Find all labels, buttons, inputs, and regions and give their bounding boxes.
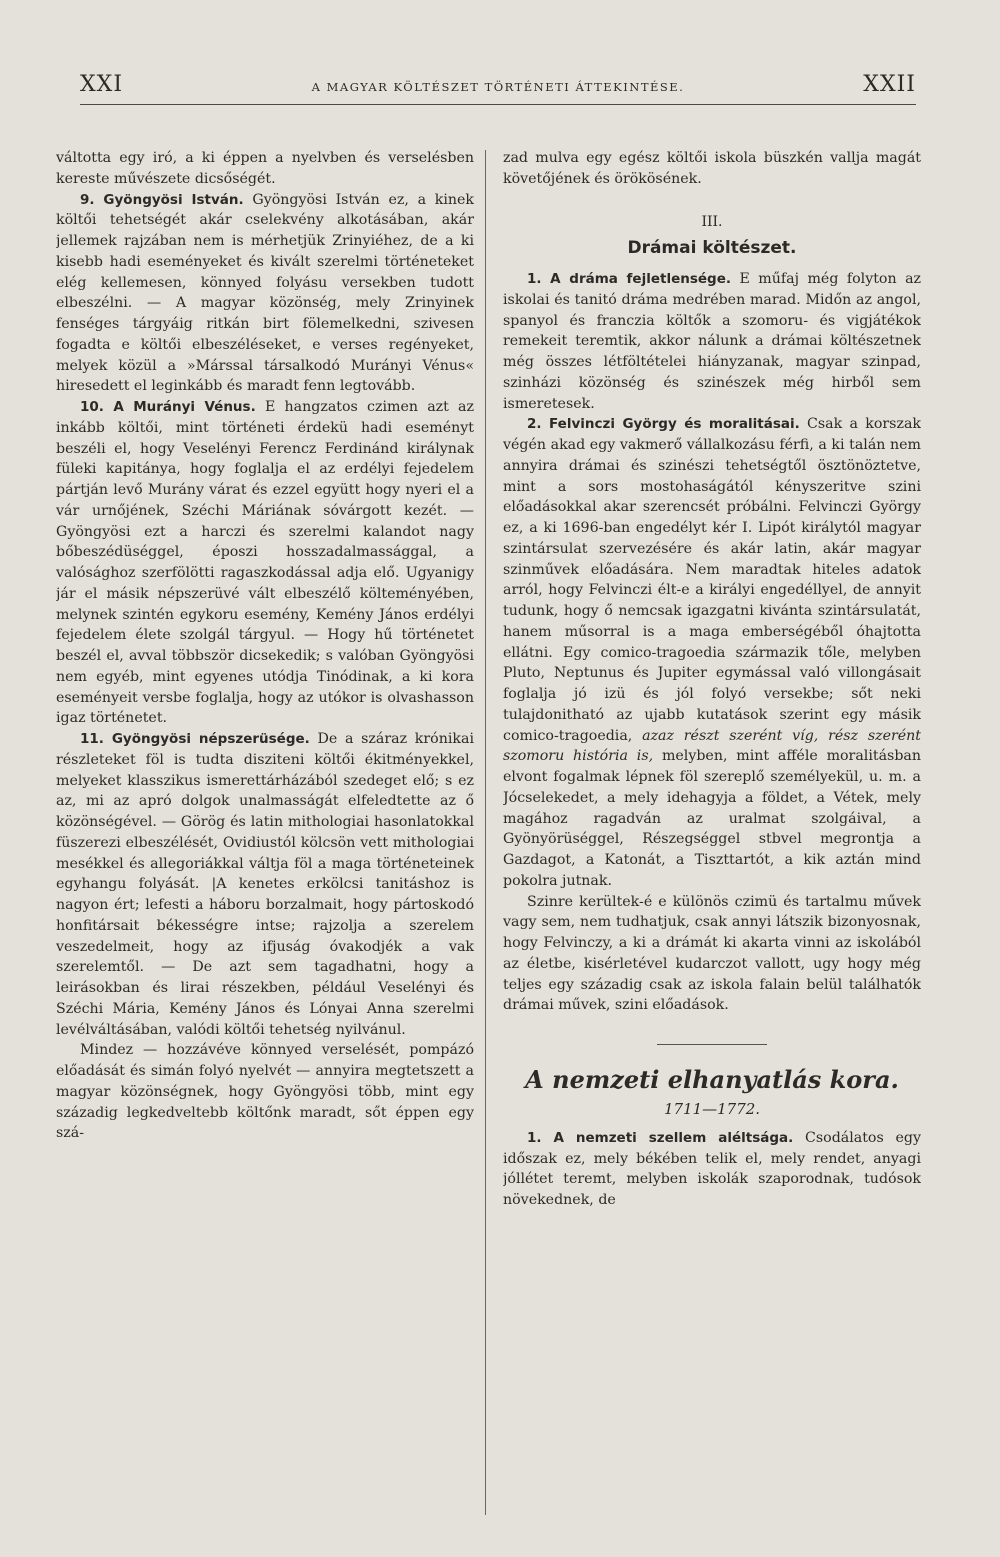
era-dates: 1711—1772. [663,1100,761,1118]
section-heading: 1. A dráma fejletlensége. [527,271,731,287]
section-heading: 11. Gyöngyösi népszerüsége. [80,731,310,747]
header-rule [80,104,916,105]
section-text-end: melyben, mint afféle moralitásban elvont fogalmak lépnek föl szereplő személyekül, u. m. a Jócselekedet, a mely idehagyja a földet, a Vétek, mely magához ragadván az uralmat szolgáival, a Gyönyörüséggel, Részegséggel stbvel megrontja a Gazdagot, a Katonát, a Tiszttartót, a kik aztán mind pokolra jutnak. [503,748,921,889]
section-era-1 [503,1128,921,1211]
section-heading: 9. Gyöngyösi István. [80,191,244,208]
section-2 [503,414,921,891]
section-heading: 10. A Murányi Vénus. [80,399,256,415]
section-11 [56,729,474,1040]
section-9 [56,190,474,398]
section-heading: 2. Felvinczi György és moralitásai. [527,416,800,433]
section-text: Csak a korszak végén akad egy vakmerő vállalkozásu férfi, a ki talán nem annyira drámai és szinészi tehetségtől ösztönöztetve, mint a sors mostohaságától kényszeritve szini előadásokkal akar szerencsét próbálni. Felvinczi György ez, a ki 1696-ban engedélyt kér I. Lipót királytól magyar szintársulat szervezésére és akár latin, akár magyar szinművek előadására. Nem maradtak hiteles adatok arról, hogy Felvinczi élt-e a királyi engedéllyel, de annyit tudunk, hogy ő nemcsak igazgatni kivánta szintársulatát, hanem műsorral is a maga emberségéből óhajtotta ellátni. Egy comico-tragoedia származik tőle, melyben Pluto, Neptunus és Jupiter egymással való villongásait foglalja jó izü és jól folyó versekbe; sőt neki tulajdonitható az ujabb kutatások szerint egy másik comico-tragoedia, [503,416,921,744]
page-header [80,72,916,102]
page-number-left: XXI [80,72,124,97]
chapter-title: Drámai költészet. [627,238,797,259]
section-separator [657,1044,767,1045]
right-column [503,148,921,1528]
paragraph-szinre: Szinre kerültek-é e különös czimü és tartalmu művek vagy sem, nem tudhatjuk, csak annyi látszik bizonyosnak, hogy Felvinczy, a ki a drámát ki akarta vinni az iskolából az életbe, kisérletével kudarczot vallott, ugy hogy még teljes egy századig csak az iskola falain belül találhatók drámai művek, szini előadások. [503,893,921,1014]
section-text: Csodálatos egy időszak ez, mely békében telik el, mely rendet, anyagi jóllétet teremt, melyben iskolák szaporodnak, tudósok növekednek, de [503,1129,921,1208]
italic-quote: azaz részt szerént víg, rész szerént szomoru história is, [503,727,921,765]
section-text: De a száraz krónikai részleteket föl is tudta disziteni költői ékitményekkel, melyeket klasszikus ismerettárházából szedeget elő; s ez az, mi az apró dolgok unalmasságát elfeledtette az ő közönségével. — Görög és latin mithologiai hasonlatokkal füszerezi elbeszélését, Ovidiustól kölcsön vett mithologiai mesékkel és allegoriákkal váltja föl a maga történeteinek egyhangu folyását. |A kenetes erkölcsi tanitáshoz is nagyon ért; lefesti a háboru borzalmait, hogy pártoskodó honfitársait békességre intse; rajzolja a szerelem veszedelmeit, hogy az ifjuság óvakodjék a vak szerelemtől. — De azt sem tagadhatni, hogy a leirásokban és lirai részekben, például Veselényi és Széchi Mária, Kemény János és Lónyai Anna szerelmi levélváltásában, valódi költői tehetség nyilvánul. [56,731,474,1038]
left-column [56,148,474,1528]
section-1 [503,269,921,414]
section-text: E hangzatos czimen azt az inkább költői, mint történeti érdekü hadi eseményt beszéli el, hogy Veselényi Ferencz Ferdinánd királynak füleki kapitánya, hogy foglalja el az erdélyi fejedelem pártján levő Murány várat és ezzel együtt hogy nyeri el a vár urnőjének, Széchi Máriának sóvárgott kezét. — Gyöngyösi ezt a harczi és szerelmi kalandot nagy bőbeszédüséggel, époszi hosszadalmassággal, a valósághoz szerfölötti ragaszkodással adja elő. Ugyanigy jár el másik népszerüvé vált elbeszélő költeményében, melynek szintén egykoru esemény, Kemény János erdélyi fejedelem élete szolgál tárgyul. — Hogy hű történetet beszél el, avval többször dicsekedik; s valóban Gyöngyösi nem egyéb, mint egyenes utódja Tinódinak, a ki kora eseményeit versbe foglalja, hogy az utókor is olvashasson igaz történetet. [56,399,474,727]
era-title: A nemzeti elhanyatlás kora. [525,1065,899,1094]
section-text: E műfaj még folyton az iskolai és tanitó dráma medrében marad. Midőn az angol, spanyol és franczia költők a szomoru- és vigjátékok remekeit teremtik, akkor nálunk a drámai költészetnek még összes létföltételei hiányzanak, magyar szinpad, szinházi közönség és szinészek még hirből sem ismeretesek. [503,271,921,412]
page-number-right: XXII [863,72,916,97]
paragraph-continuation: váltotta egy iró, a ki éppen a nyelvben és verselésben kereste művészete dicsőségét. [56,150,474,187]
section-text: Gyöngyösi István ez, a kinek költői tehetségét akár cselekvény alkotásában, akár jellemek rajzában nem is mérhetjük Zrinyiéhez, de a ki kisebb hadi eseményeket és kivált szerelmi történeteket elég kellemesen, könnyed folyásu versekben tudott elbeszélni. — A magyar közönség, mely Zrinyinek fenséges tárgyáig ritkán birt fölemelkedni, szivesen fogadta e költői elbeszéléseket, e verses regényeket, melyek közül a »Márssal társalkodó Murányi Vénus« hiresedett el leginkább és maradt fenn legtovább. [56,191,474,395]
section-heading: 1. A nemzeti szellem aléltsága. [527,1129,794,1146]
column-divider [485,150,486,1515]
chapter-number: III. [701,213,723,230]
paragraph-mindez: Mindez — hozzávéve könnyed verselését, pompázó előadását és simán folyó nyelvét — annyira megtetszett a magyar közönségnek, hogy Gyöngyösi több, mint egy századig legkedveltebb költőnk maradt, sőt éppen egy szá- [56,1042,474,1142]
paragraph-continuation: zad mulva egy egész költői iskola büszkén vallja magát követőjének és örökösének. [503,150,921,187]
section-10 [56,397,474,729]
running-title: A MAGYAR KÖLTÉSZET TÖRTÉNETI ÁTTEKINTÉSE. [311,80,685,94]
